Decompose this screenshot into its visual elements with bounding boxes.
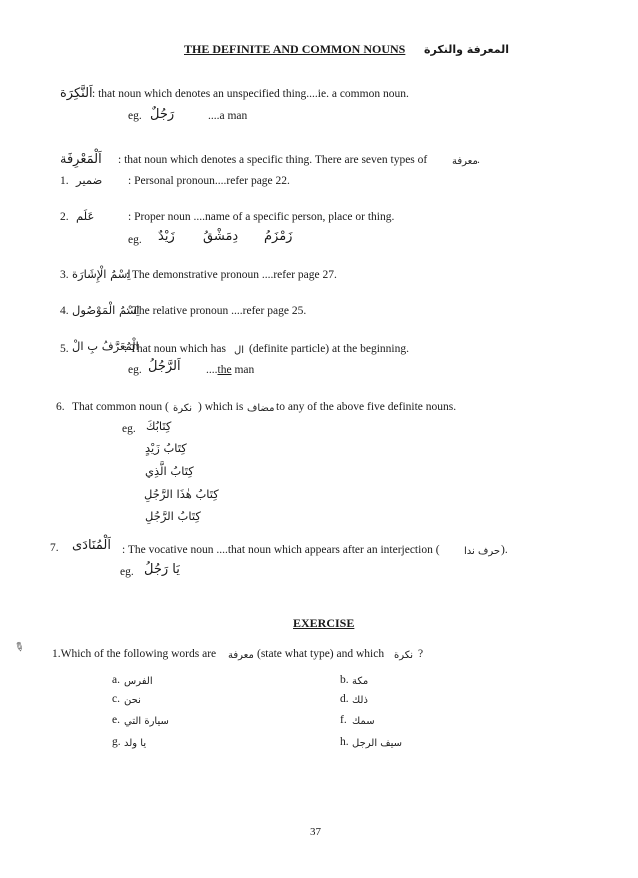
item-6-example-5: كِتَابُ الرَّجُلِ xyxy=(145,509,201,523)
exercise-option-word: سمك xyxy=(352,716,375,727)
exercise-option-label: f. xyxy=(340,714,347,726)
item-6-example-1: كِتَابُكَ xyxy=(146,419,172,433)
page-number: 37 xyxy=(310,826,321,838)
item-6-example-4: كِتَابُ هٰذَا الرَّجُلِ xyxy=(144,487,219,501)
type-2-eg-word-1: زَيْدٌ xyxy=(158,229,175,244)
type-2-number: 2. xyxy=(60,211,69,223)
marifa-definition-arabic: معرفة xyxy=(452,156,478,167)
exercise-option-word: يا ولد xyxy=(124,738,147,749)
type-4-number: 4. xyxy=(60,305,69,317)
type-1-number: 1. xyxy=(60,175,69,187)
exercise-option-label: c. xyxy=(112,693,120,705)
item-6-arabic-1: نكرة xyxy=(173,403,193,414)
exercise-option-word: نحن xyxy=(124,695,141,706)
type-5-eg-arabic: اَلرَّجُلُ xyxy=(148,359,181,374)
exercise-option-label: b. xyxy=(340,674,349,686)
nakira-eg-arabic: رَجُلٌ xyxy=(150,107,175,122)
type-2-arabic: عَلَم xyxy=(76,209,95,223)
type-1-description: : Personal pronoun....refer page 22. xyxy=(128,175,290,187)
item-7-eg-label: eg. xyxy=(120,566,134,578)
type-5-description-arabic: ال xyxy=(234,345,245,356)
exercise-title: EXERCISE xyxy=(293,616,355,630)
type-4-description: : The relative pronoun ....refer page 25. xyxy=(126,305,307,317)
nakira-eg-label: eg. xyxy=(128,110,142,122)
exercise-question-text-1: 1.Which of the following words are xyxy=(52,648,217,660)
type-5-eg-underlined: the xyxy=(217,364,232,376)
type-3-number: 3. xyxy=(60,269,69,281)
exercise-option-word: الفرس xyxy=(124,676,153,687)
exercise-question-text-2: (state what type) and which xyxy=(257,648,385,660)
type-5-eg-translation: ....the man xyxy=(206,364,255,376)
marifa-term: اَلْمَعْرِفَة xyxy=(60,152,102,167)
type-2-eg-word-2: دِمَشْقُ xyxy=(203,229,239,244)
exercise-question-arabic-2: نكرة xyxy=(394,650,414,661)
exercise-option-label: d. xyxy=(340,693,349,705)
item-6-number: 6. xyxy=(56,401,65,413)
exercise-option-word: مكة xyxy=(352,676,369,687)
exercise-question-text-3: ? xyxy=(418,648,424,660)
item-7-arabic: اَلْمُنَادَى xyxy=(72,538,111,553)
exercise-option-label: a. xyxy=(112,674,120,686)
item-7-eg-arabic: يَا رَجُلُ xyxy=(144,562,180,577)
item-7-description: : The vocative noun ....that noun which appears after an interjection ( xyxy=(122,544,440,556)
item-7-number: 7. xyxy=(50,542,59,554)
item-6-text-1: That common noun ( xyxy=(72,401,169,413)
exercise-question-arabic-1: معرفة xyxy=(228,650,254,661)
type-5-description: : That noun which has xyxy=(124,343,226,355)
item-6-example-2: كِتَابُ زَيْدٍ xyxy=(145,441,187,455)
page-title-arabic: المعرفة والنكرة xyxy=(424,43,509,56)
type-5-arabic: الْمُعَرَّفُ بِ الْ xyxy=(72,339,139,353)
type-5-number: 5. xyxy=(60,343,69,355)
item-6-text-2: ) which is xyxy=(198,401,244,413)
item-6-eg-label: eg. xyxy=(122,423,136,435)
item-7-description-arabic: حرف ندا xyxy=(464,546,501,557)
type-3-arabic: اِسْمُ الْإِشَارَة xyxy=(72,267,131,281)
exercise-option-word: ذلك xyxy=(352,695,368,706)
type-1-arabic: ضمير xyxy=(76,173,103,187)
exercise-option-label: g. xyxy=(112,736,121,748)
exercise-option-label: e. xyxy=(112,714,120,726)
item-7-description-end: ). xyxy=(501,544,508,556)
exercise-option-word: سيارة التي xyxy=(124,716,169,727)
page-title: THE DEFINITE AND COMMON NOUNS xyxy=(184,42,406,56)
type-4-arabic: اِسْمُ الْمَوْصُول xyxy=(72,303,140,317)
item-6-example-3: كِتَابُ الَّذِي xyxy=(145,464,194,478)
type-3-description: : The demonstrative pronoun ....refer page 27. xyxy=(126,269,337,281)
type-2-eg-word-3: زَمْزَمُ xyxy=(264,229,293,244)
exercise-option-label: h. xyxy=(340,736,349,748)
nakira-term: اَلنَّكِرَة xyxy=(60,86,93,101)
item-6-arabic-2: مضاف xyxy=(247,403,275,414)
type-2-eg-label: eg. xyxy=(128,234,142,246)
marifa-definition: : that noun which denotes a specific thing. There are seven types of xyxy=(118,154,428,166)
marifa-definition-end: . xyxy=(477,154,480,166)
type-5-description-end: (definite particle) at the beginning. xyxy=(249,343,409,355)
nakira-definition: : that noun which denotes an unspecified thing....ie. a common noun. xyxy=(92,88,409,100)
type-5-eg-label: eg. xyxy=(128,364,142,376)
type-2-description: : Proper noun ....name of a specific person, place or thing. xyxy=(128,211,395,223)
item-6-text-3: to any of the above five definite nouns. xyxy=(276,401,457,413)
nakira-eg-translation: ....a man xyxy=(208,110,248,122)
margin-pencil-mark: ✎ xyxy=(11,638,28,656)
exercise-option-word: سيف الرجل xyxy=(352,738,403,749)
